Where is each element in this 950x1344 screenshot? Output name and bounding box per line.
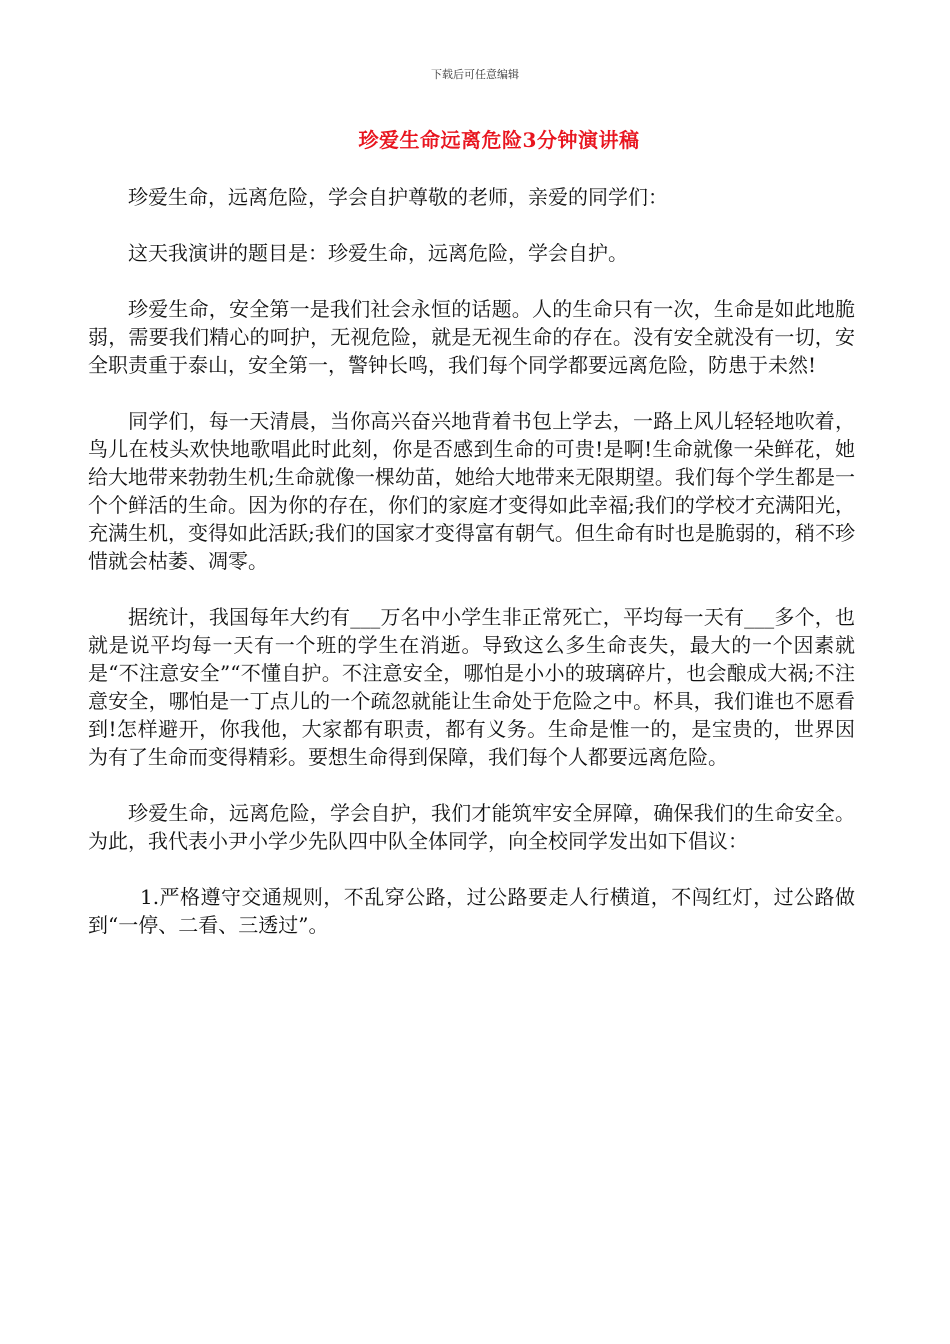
paragraph-topic: 这天我演讲的题目是：珍爱生命，远离危险，学会自护。 (128, 241, 628, 265)
paragraph-safety-first: 珍爱生命，安全第一是我们社会永恒的话题。人的生命只有一次，生命是如此地脆弱，需要我们精心的呵护，无视危险，就是无视生命的存在。没有安全就没有一切，安全职责重于泰山，安全第一，警钟长鸣，我们每个同学都要远离危险，防患于未然! (88, 297, 855, 377)
paragraph-proposal: 珍爱生命，远离危险，学会自护，我们才能筑牢安全屏障，确保我们的生命安全。为此，我代表小尹小学少先队四中队全体同学，向全校同学发出如下倡议： (88, 801, 855, 853)
paragraph-morning: 同学们，每一天清晨，当你高兴奋兴地背着书包上学去，一路上风儿轻轻地吹着，鸟儿在枝头欢快地歌唱此时此刻，你是否感到生命的可贵!是啊!生命就像一朵鲜花，她给大地带来勃勃生机;生命就像一棵幼苗，她给大地带来无限期望。我们每个学生都是一个个鲜活的生命。因为你的存在，你们的家庭才变得如此幸福;我们的学校才充满阳光，充满生机，变得如此活跃;我们的国家才变得富有朝气。但生命有时也是脆弱的，稍不珍惜就会枯萎、凋零。 (88, 409, 855, 573)
list-item-traffic-rules: 1.严格遵守交通规则，不乱穿公路，过公路要走人行横道，不闯红灯，过公路做到“一停、二看、三透过”。 (88, 885, 855, 937)
header-note: 下载后可任意编辑 (431, 68, 519, 81)
document-title: 珍爱生命远离危险3分钟演讲稿 (358, 128, 640, 152)
paragraph-greeting: 珍爱生命，远离危险，学会自护尊敬的老师，亲爱的同学们： (128, 185, 668, 209)
document-body (88, 183, 855, 939)
paragraph-statistics: 据统计，我国每年大约有___万名中小学生非正常死亡，平均每一天有___多个，也就是说平均每一天有一个班的学生在消逝。导致这么多生命丧失，最大的一个因素就是“不注意安全”“不懂自护。不注意安全，哪怕是小小的玻璃碎片，也会酿成大祸;不注意安全，哪怕是一丁点儿的一个疏忽就能让生命处于危险之中。杯具，我们谁也不愿看到!怎样避开，你我他，大家都有职责，都有义务。生命是惟一的，是宝贵的，世界因为有了生命而变得精彩。要想生命得到保障，我们每个人都要远离危险。 (88, 605, 855, 769)
